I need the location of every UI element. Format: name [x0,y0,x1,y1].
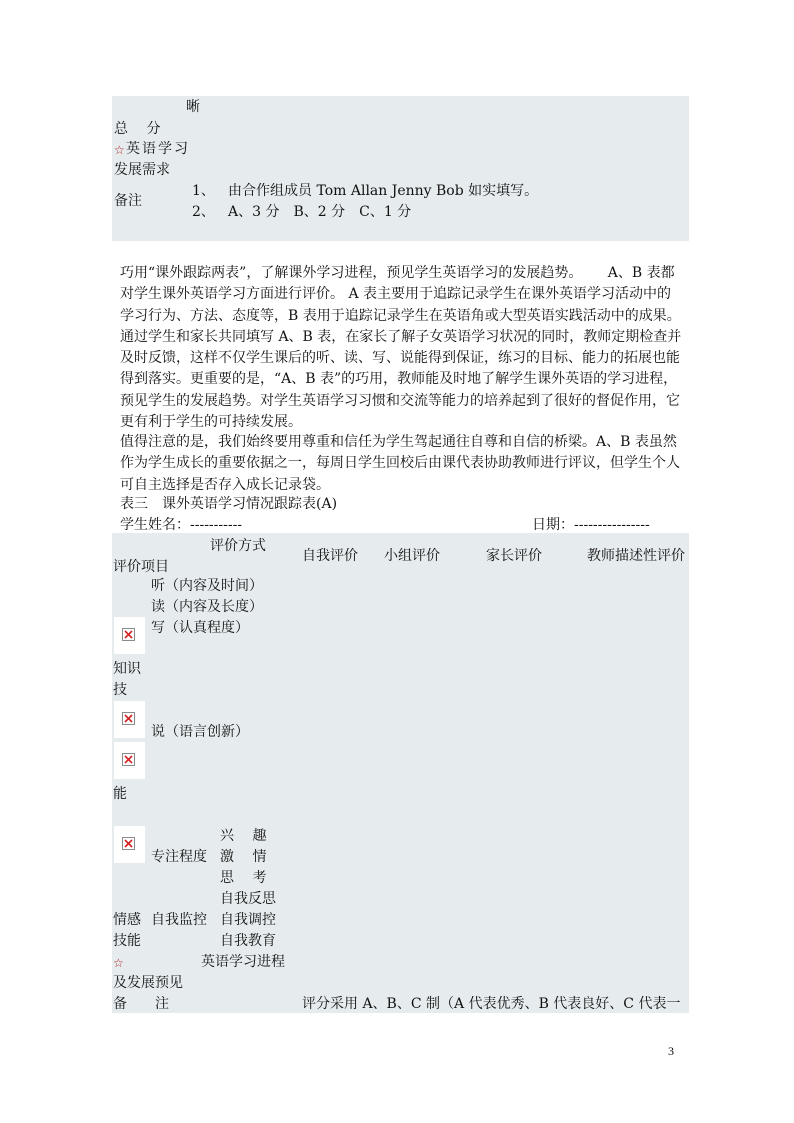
affect-label-2: 技能 [113,933,141,949]
knowledge-label-2: 技 [113,682,127,698]
need-label-line1: 英语学习 [126,141,190,157]
item-reflect: 自我反思 [220,891,276,907]
star-icon: ☆ [114,143,125,157]
total-score-label: 总 分 [114,121,161,137]
knowledge-label-3: 能 [113,786,127,802]
item-interest: 兴 趣 [220,828,267,844]
need-label-line2: 发展需求 [114,162,170,178]
remarks-row-label: 备 注 [113,996,169,1012]
text-line: 作为学生成长的重要依据之一，每周日学生回校后由课代表协助教师进行评议，但学生个人 [120,455,680,472]
corner-method-label: 评价方式 [210,538,266,554]
page-number: 3 [668,1044,674,1058]
item-self-monitor: 自我监控 [151,912,207,928]
text-line: 及时反馈，这样不仅学生课后的听、读、写、说能得到保证，练习的目标、能力的拓展也能 [120,350,680,367]
item-educate: 自我教育 [220,933,276,949]
text-line: 可自主选择是否存入成长记录袋。 [120,476,330,493]
header-self-eval: 自我评价 [302,548,358,564]
clear-fragment: 晰 [186,99,200,115]
item-listen: 听（内容及时间） [151,578,263,594]
star-icon: ☆ [113,956,124,970]
text-line: 对学生课外英语学习方面进行评价。 A 表主要用于追踪记录学生在课外英语学习活动中的 [120,286,672,303]
item-regulate: 自我调控 [220,912,276,928]
broken-image-icon [114,701,145,738]
note2-text: A、3 分 B、2 分 C、1 分 [228,204,412,220]
table-title: 表三 课外英语学习情况跟踪表(A) [120,496,338,512]
header-parent-eval: 家长评价 [486,548,542,564]
paragraph-1 [120,263,690,433]
corner-item-label: 评价项目 [113,559,169,575]
text-line: 预见学生的发展趋势。对学生英语学习习惯和交流等能力的培养起到了很好的督促作用，它 [120,392,680,409]
broken-image-icon [114,826,145,863]
broken-image-icon [114,617,145,654]
text-line: 值得注意的是，我们始终要用尊重和信任为学生驾起通往自尊和自信的桥梁。A、B 表虽然 [120,434,677,450]
item-speak: 说（语言创新） [151,724,249,740]
note2-number: 2、 [192,204,215,220]
progress-label: 英语学习进程 [201,954,285,970]
note1-number: 1、 [192,183,215,199]
item-write: 写（认真程度） [151,620,249,636]
broken-image-icon [114,742,145,779]
knowledge-label: 知识 [113,661,141,677]
paragraph-2 [120,432,690,496]
item-read: 读（内容及长度） [151,599,263,615]
header-teacher-eval: 教师描述性评价 [587,548,685,564]
remarks-row-text: 评分采用 A、B、C 制（A 代表优秀、B 代表良好、C 代表一 [302,996,681,1012]
item-think: 思 考 [220,870,267,886]
progress-label-2: 及发展预见 [113,975,183,991]
header-group-eval: 小组评价 [384,548,440,564]
remarks-label: 备注 [114,193,142,209]
text-line: 得到落实。更重要的是，“A、B 表”的巧用，教师能及时地了解学生课外英语的学习进程， [120,371,678,388]
item-focus: 专注程度 [151,849,207,865]
date-field: 日期：---------------- [532,517,650,533]
affect-label: 情感 [113,912,141,928]
text-line: 通过学生和家长共同填写 A、B 表，在家长了解子女英语学习状况的同时，教师定期检查并 [120,328,682,345]
note1-text: 由合作组成员 Tom Allan Jenny Bob 如实填写。 [228,183,539,199]
text-line: 巧用“课外跟踪两表”，了解课外学习进程，预见学生英语学习的发展趋势。 A、B 表都 [120,265,675,281]
text-line: 更有利于学生的可持续发展。 [120,414,302,431]
item-emotion: 激 情 [220,849,267,865]
text-line: 学习行为、方法、态度等，B 表用于追踪记录学生在英语角或大型英语实践活动中的成果。 [120,307,681,324]
student-name-field: 学生姓名：----------- [120,517,243,533]
